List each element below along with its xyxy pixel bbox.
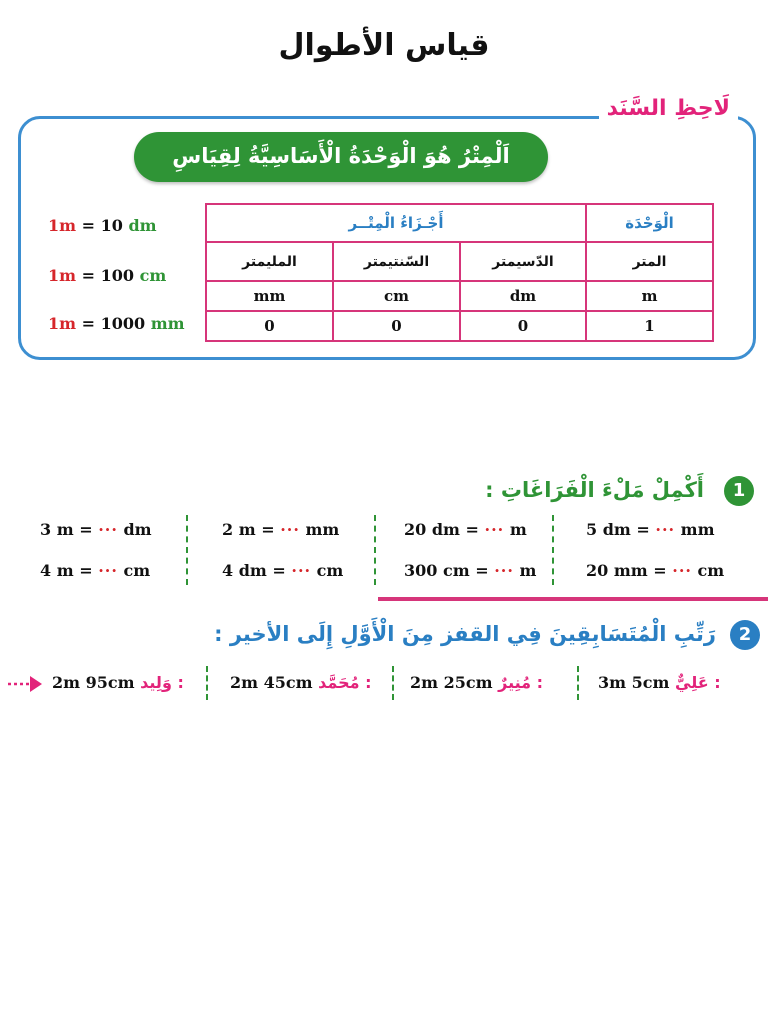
symbol-dm: dm (460, 281, 586, 311)
value-cm: 0 (333, 311, 460, 341)
value-mm: 0 (206, 311, 333, 341)
symbol-cm: cm (333, 281, 460, 311)
name-mm: المليمتر (206, 242, 333, 281)
competitor-ali: 3m 5cm عَلِيٌّ : (598, 673, 721, 692)
divider-dashed (392, 666, 394, 700)
q2-badge: 2 (730, 620, 760, 650)
divider-dashed (206, 666, 208, 700)
section-divider (378, 597, 768, 601)
q1-badge: 1 (724, 476, 754, 506)
divider-dashed (374, 515, 376, 585)
competitor-mounir: 2m 25cm مُنِيرٌ : (410, 673, 544, 692)
q1-ex-5: 4 m = ··· cm (40, 561, 151, 580)
competitor-mohamed: 2m 45cm مُحَمَّد : (230, 673, 372, 692)
q1-ex-8: 20 mm = ··· cm (586, 561, 725, 580)
arrow-icon (6, 670, 44, 698)
competitor-walid: 2m 95cm وَلِيد : (52, 673, 184, 692)
conversion-mm: 1m = 1000 mm (48, 314, 185, 333)
divider-dashed (186, 515, 188, 585)
q1-ex-6: 4 dm = ··· cm (222, 561, 344, 580)
q1-ex-7: 300 cm = ··· m (404, 561, 537, 580)
page-title: قياس الأطوال (278, 28, 490, 63)
name-m: المتر (586, 242, 713, 281)
value-m: 1 (586, 311, 713, 341)
symbol-m: m (586, 281, 713, 311)
q1-title: أَكْمِلْ مَلْءَ الْفَرَاغَاتِ : (485, 478, 704, 502)
q2-title: رَتِّبِ الْمُتَسَابِقِينَ فِي القفز مِنَ الْأَوَّلِ إِلَى الأخير : (214, 622, 716, 646)
header-unit: الْوَحْدَة (586, 204, 713, 242)
value-dm: 0 (460, 311, 586, 341)
box-label: لَاحِظِ السَّنَد (599, 96, 738, 121)
conversion-dm: 1m = 10 dm (48, 216, 157, 235)
divider-dashed (552, 515, 554, 585)
conversion-cm: 1m = 100 cm (48, 266, 167, 285)
name-dm: الدّسيمتر (460, 242, 586, 281)
q1-ex-4: 5 dm = ··· mm (586, 520, 715, 539)
q1-ex-1: 3 m = ··· dm (40, 520, 152, 539)
definition-banner: اَلْمِتْرُ هُوَ الْوَحْدَةُ الْأَسَاسِيَّةُ لِقِيَاسِ الْأَطْوَال (134, 132, 548, 182)
q1-ex-2: 2 m = ··· mm (222, 520, 340, 539)
header-parts: أَجْـزَاءُ الْمِتْــر (206, 204, 586, 242)
divider-dashed (577, 666, 579, 700)
name-cm: السّنتيمتر (333, 242, 460, 281)
symbol-mm: mm (206, 281, 333, 311)
q1-ex-3: 20 dm = ··· m (404, 520, 527, 539)
units-table (205, 203, 714, 342)
